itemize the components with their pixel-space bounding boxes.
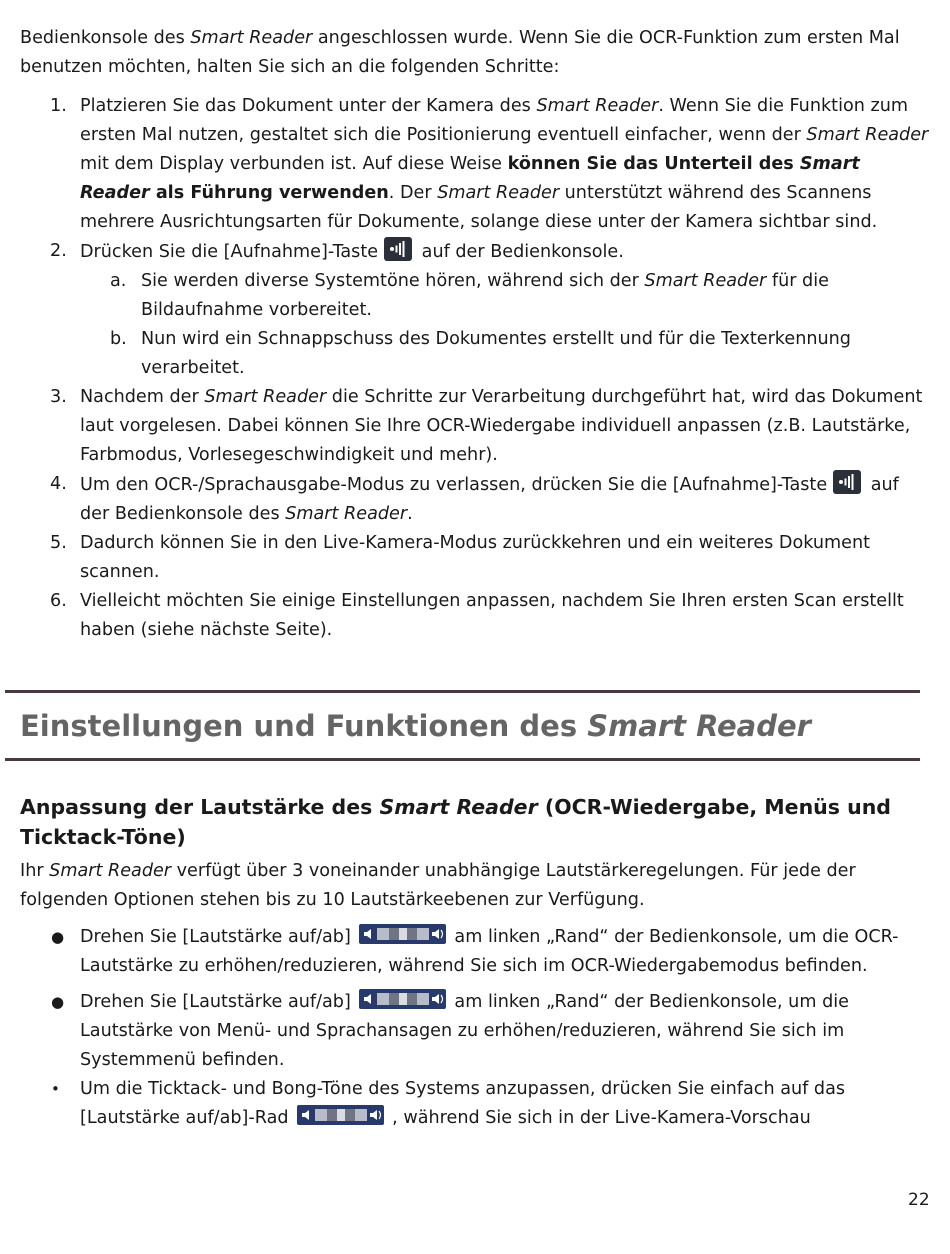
bullet-marker: • — [51, 1080, 60, 1098]
step-text: Um den OCR-/Sprachausgabe-Modus zu verlassen, drücken Sie die [Aufnahme]-Taste — [80, 475, 828, 495]
section-heading — [20, 704, 811, 748]
product-name: Smart Reader — [204, 387, 327, 407]
bullet-item — [0, 923, 930, 981]
bullet-marker: ● — [51, 993, 65, 1011]
substep-text: Nun wird ein Schnappschuss des Dokumentes erstellt und für die Texterkennung verarbeitet. — [141, 329, 851, 378]
volume-wheel-icon — [297, 1105, 384, 1125]
subheading-text: (OCR-Wiedergabe, Menüs und Ticktack-Töne) — [20, 795, 891, 849]
step-2 — [0, 237, 930, 383]
intro-text: Bedienkonsole des — [20, 28, 191, 48]
step-1 — [0, 92, 930, 237]
product-name: Smart Reader — [379, 795, 538, 819]
capture-button-icon — [833, 470, 861, 494]
bullet-marker: ● — [51, 928, 65, 946]
product-name: Smart Reader — [536, 96, 659, 116]
bullet-item — [0, 1075, 930, 1133]
step-text: mit dem Display verbunden ist. Auf diese Weise — [80, 154, 508, 174]
intro-text-continued: angeschlossen wurde. Wenn Sie die OCR-Funktion zum ersten Mal benutzen möchten, halten Sie sich an die folgenden Schritte: — [20, 28, 900, 77]
step-number: 5. — [50, 533, 67, 553]
product-name: Smart Reader — [190, 28, 313, 48]
step-2-substeps — [80, 267, 930, 383]
subheading-text: Anpassung der Lautstärke des — [20, 795, 380, 819]
substep-text: Sie werden diverse Systemtöne hören, während sich der — [141, 271, 645, 291]
ocr-steps-list — [0, 92, 930, 645]
step-text: die Schritte zur Verarbeitung durchgeführt hat, wird das Dokument laut vorgelesen. Dabei können Sie Ihre OCR-Wiedergabe individuell anpassen (z.B. Lautstärke, Farbmodus, Vorlesegeschwindigkeit und mehr). — [80, 387, 923, 465]
capture-button-icon — [384, 237, 412, 261]
step-text: Nachdem der — [80, 387, 205, 407]
section-divider-top — [5, 690, 920, 693]
volume-intro-paragraph — [20, 857, 930, 915]
product-name: Smart Reader — [644, 271, 767, 291]
substep-letter: a. — [110, 271, 127, 291]
bullet-text: Drehen Sie [Lautstärke auf/ab] — [80, 927, 351, 947]
bullet-text: , während Sie sich in der Live-Kamera-Vorschau — [386, 1108, 811, 1128]
step-number: 1. — [50, 96, 67, 116]
substep-a — [80, 267, 930, 325]
volume-wheel-icon — [359, 989, 446, 1009]
step-text: . — [407, 504, 413, 524]
product-name: Smart Reader — [437, 183, 560, 203]
bullet-item — [0, 988, 930, 1075]
bullet-text: Um die Ticktack- und Bong-Töne des Systems anzupassen, drücken Sie einfach auf das [Lautstärke auf/ab]-Rad — [80, 1079, 846, 1128]
step-text: auf der Bedienkonsole des — [80, 475, 899, 524]
product-name: Smart Reader — [285, 504, 408, 524]
step-text: auf der Bedienkonsole. — [416, 242, 624, 262]
step-text: Dadurch können Sie in den Live-Kamera-Modus zurückkehren und ein weiteres Dokument scannen. — [80, 533, 871, 582]
product-name: Smart Reader — [806, 125, 929, 145]
step-number: 3. — [50, 387, 67, 407]
product-name: Smart Reader — [49, 861, 172, 881]
step-text: Vielleicht möchten Sie einige Einstellungen anpassen, nachdem Sie Ihren ersten Scan erstellt haben (siehe nächste Seite). — [80, 591, 904, 640]
product-name: Smart Reader — [80, 154, 860, 203]
bullet-text: am linken „Rand“ der Bedienkonsole, um die Lautstärke von Menü- und Sprachansagen zu erhöhen/reduzieren, während Sie sich im Systemmenü befinden. — [80, 992, 849, 1070]
step-text: Drücken Sie die [Aufnahme]-Taste — [80, 242, 379, 262]
step-number: 6. — [50, 591, 67, 611]
step-text: . Wenn Sie die Funktion zum ersten Mal nutzen, gestaltet sich die Positionierung eventuell einfacher, wenn der — [80, 96, 908, 145]
product-name: Smart Reader — [587, 709, 811, 743]
step-6 — [0, 587, 930, 645]
section-divider-bottom — [5, 758, 920, 761]
step-number: 2. — [50, 241, 67, 261]
subheading — [20, 792, 920, 852]
bullet-text: Drehen Sie [Lautstärke auf/ab] — [80, 992, 351, 1012]
step-text: unterstützt während des Scannens mehrere Ausrichtungsarten für Dokumente, solange diese unter der Kamera sichtbar sind. — [80, 183, 878, 232]
bullet-text: am linken „Rand“ der Bedienkonsole, um die OCR-Lautstärke zu erhöhen/reduzieren, während Sie sich im OCR-Wiedergabemodus befinden. — [80, 927, 899, 976]
intro-paragraph — [20, 24, 930, 82]
page-number: 22 — [908, 1190, 930, 1210]
substep-letter: b. — [110, 329, 127, 349]
step-4 — [0, 470, 930, 529]
substep-b — [80, 325, 930, 383]
step-text: Platzieren Sie das Dokument unter der Kamera des — [80, 96, 537, 116]
step-number: 4. — [50, 474, 67, 494]
step-text: . Der — [388, 183, 438, 203]
step-5 — [0, 529, 930, 587]
heading-text: Einstellungen und Funktionen des — [20, 709, 588, 743]
paragraph-text: Ihr — [20, 861, 50, 881]
emphasis-text: als Führung verwenden — [149, 183, 389, 203]
volume-wheel-icon — [359, 924, 446, 944]
step-3 — [0, 383, 930, 470]
volume-options-list — [0, 923, 930, 1133]
paragraph-text: verfügt über 3 voneinander unabhängige Lautstärkeregelungen. Für jede der folgenden Optionen stehen bis zu 10 Lautstärkeebenen zur Verfügung. — [20, 861, 856, 910]
substep-text: für die Bildaufnahme vorbereitet. — [141, 271, 829, 320]
emphasis-text: können Sie das Unterteil des — [507, 154, 800, 174]
